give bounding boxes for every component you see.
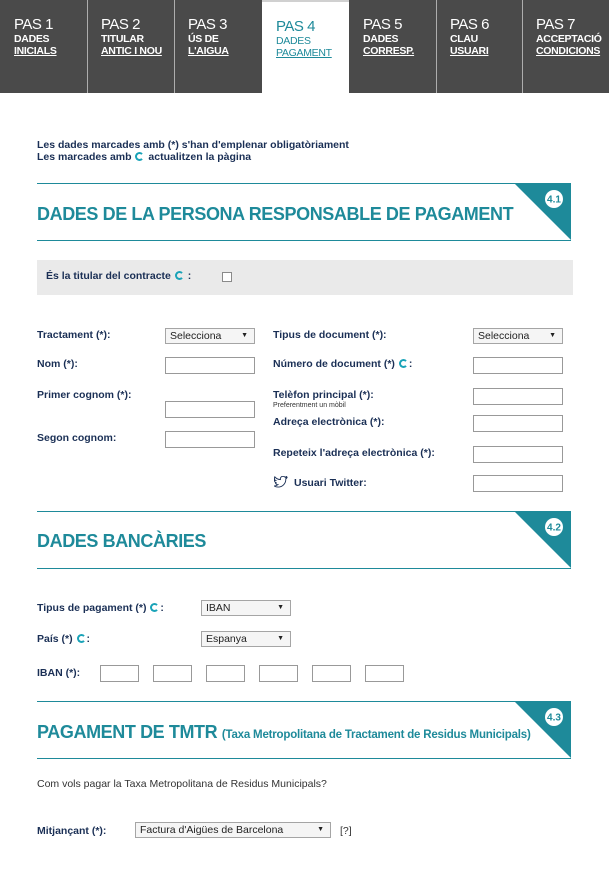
step-number: PAS 2 xyxy=(101,16,140,33)
chevron-down-icon: ▼ xyxy=(549,332,556,339)
section-title xyxy=(37,722,531,743)
titular-label xyxy=(46,270,191,282)
iban-input-2[interactable] xyxy=(153,665,192,682)
section-header-bank xyxy=(37,511,571,569)
chevron-down-icon: ▼ xyxy=(241,332,248,339)
chevron-down-icon: ▼ xyxy=(277,604,284,611)
nom-label: Nom (*): xyxy=(37,358,78,370)
titular-checkbox[interactable] xyxy=(222,272,232,282)
telefon-label: Telèfon principal (*): xyxy=(273,389,374,401)
step-number: PAS 7 xyxy=(536,16,575,33)
step-number: PAS 1 xyxy=(14,16,53,33)
pais-label-text: País (*) xyxy=(37,633,73,645)
step-label-2: L'AIGUA xyxy=(188,45,229,57)
note-line-2 xyxy=(37,151,349,163)
email-input[interactable] xyxy=(473,415,563,432)
step-divider xyxy=(87,0,88,93)
tractament-select[interactable] xyxy=(165,328,255,344)
step-number: PAS 4 xyxy=(276,18,315,35)
section-title: DADES BANCÀRIES xyxy=(37,531,207,551)
numero-document-label-text: Número de document (*) xyxy=(273,358,395,370)
step-divider xyxy=(436,0,437,93)
section-divider xyxy=(37,701,521,702)
step-5[interactable] xyxy=(349,0,436,93)
required-fields-note xyxy=(37,139,349,163)
help-link[interactable]: [?] xyxy=(340,825,352,837)
iban-input-3[interactable] xyxy=(206,665,245,682)
refresh-icon xyxy=(175,271,184,280)
segon-cognom-label: Segon cognom: xyxy=(37,432,117,444)
twitter-icon xyxy=(274,476,288,488)
iban-input-1[interactable] xyxy=(100,665,139,682)
section-header-payer xyxy=(37,183,571,241)
tipus-document-value: Selecciona xyxy=(478,330,530,342)
section-title: DADES DE LA PERSONA RESPONSABLE DE PAGAMENT xyxy=(37,204,514,224)
tipus-pagament-value: IBAN xyxy=(206,602,231,614)
primer-cognom-input[interactable] xyxy=(165,401,255,418)
badge-number: 4.2 xyxy=(547,522,561,534)
note-line-1: Les dades marcades amb (*) s'han d'emplenar obligatòriament xyxy=(37,139,349,151)
step-label-2: USUARI xyxy=(450,45,489,57)
telefon-hint: Preferentment un mòbil xyxy=(273,402,346,409)
step-7[interactable] xyxy=(522,0,609,93)
step-4-active[interactable] xyxy=(262,0,349,93)
titular-label-text: És la titular del contracte xyxy=(46,270,171,282)
step-label-1: DADES xyxy=(14,33,50,45)
email-repeat-input[interactable] xyxy=(473,446,563,463)
pais-value: Espanya xyxy=(206,633,247,645)
pais-select[interactable] xyxy=(201,631,291,647)
section-number-badge xyxy=(514,511,571,568)
step-divider xyxy=(522,0,523,93)
tipus-document-select[interactable] xyxy=(473,328,563,344)
step-label-1: TITULAR xyxy=(101,33,144,45)
tipus-pagament-suffix: : xyxy=(160,602,164,614)
section-number-badge xyxy=(514,701,571,758)
step-label-2: CONDICIONS xyxy=(536,45,601,57)
iban-label: IBAN (*): xyxy=(37,667,81,679)
step-label-1: ACCEPTACIÓ xyxy=(536,33,602,45)
titular-label-suffix: : xyxy=(187,270,192,282)
tipus-document-label: Tipus de document (*): xyxy=(273,329,387,341)
section-divider xyxy=(37,511,521,512)
step-2[interactable] xyxy=(87,0,174,93)
section-divider xyxy=(37,183,521,184)
step-number: PAS 5 xyxy=(363,16,402,33)
segon-cognom-input[interactable] xyxy=(165,431,255,448)
twitter-label: Usuari Twitter: xyxy=(294,477,367,489)
step-label-2: CORRESP. xyxy=(363,45,415,57)
section-title-sub: (Taxa Metropolitana de Tractament de Residus Municipals) xyxy=(221,729,531,741)
section-number-badge xyxy=(514,183,571,240)
telefon-input[interactable] xyxy=(473,388,563,405)
section-divider xyxy=(37,240,571,241)
step-label-2: INICIALS xyxy=(14,45,57,57)
note-line-2-pre: Les marcades amb xyxy=(37,151,132,163)
tipus-pagament-label-text: Tipus de pagament (*) xyxy=(37,602,147,614)
step-1[interactable] xyxy=(0,0,87,93)
step-3[interactable] xyxy=(174,0,262,93)
section-title-main: PAGAMENT DE TMTR xyxy=(37,722,218,742)
step-number: PAS 6 xyxy=(450,16,489,33)
section-divider xyxy=(37,758,571,759)
pais-suffix: : xyxy=(86,633,91,645)
refresh-icon xyxy=(77,634,86,643)
email-label: Adreça electrònica (*): xyxy=(273,416,385,428)
tractament-label: Tractament (*): xyxy=(37,329,111,341)
step-label-1: DADES xyxy=(276,35,311,47)
section-header-tmtr xyxy=(37,701,571,759)
step-label-2: PAGAMENT xyxy=(276,47,332,59)
step-number: PAS 3 xyxy=(188,16,227,33)
step-6[interactable] xyxy=(436,0,522,93)
step-divider xyxy=(174,0,175,93)
numero-document-suffix: : xyxy=(408,358,413,370)
step-label-2: ANTIC I NOU xyxy=(101,45,162,57)
chevron-down-icon: ▼ xyxy=(277,635,284,642)
badge-number: 4.1 xyxy=(547,194,561,206)
step-label-1: DADES xyxy=(363,33,399,45)
pais-label xyxy=(37,633,90,645)
badge-number: 4.3 xyxy=(547,712,561,724)
iban-input-6[interactable] xyxy=(365,665,404,682)
tractament-value: Selecciona xyxy=(170,330,222,342)
tmtr-question: Com vols pagar la Taxa Metropolitana de Residus Municipals? xyxy=(37,778,327,790)
step-label-1: CLAU xyxy=(450,33,478,45)
mitjancant-select[interactable] xyxy=(135,822,331,838)
refresh-icon xyxy=(135,152,144,161)
nom-input[interactable] xyxy=(165,357,255,374)
numero-document-label xyxy=(273,358,412,370)
section-divider xyxy=(37,568,571,569)
refresh-icon xyxy=(399,359,408,368)
mitjancant-value: Factura d'Aigües de Barcelona xyxy=(140,824,284,836)
step-label-1: ÚS DE xyxy=(188,33,219,45)
tipus-pagament-select[interactable] xyxy=(201,600,291,616)
iban-input-5[interactable] xyxy=(312,665,351,682)
refresh-icon xyxy=(150,603,159,612)
mitjancant-label: Mitjançant (*): xyxy=(37,825,107,837)
note-line-2-post: actualitzen la pàgina xyxy=(148,151,252,163)
numero-document-input[interactable] xyxy=(473,357,563,374)
steps-bar xyxy=(0,0,609,93)
primer-cognom-label: Primer cognom (*): xyxy=(37,389,132,401)
twitter-input[interactable] xyxy=(473,475,563,492)
tipus-pagament-label xyxy=(37,602,164,614)
email-repeat-label: Repeteix l'adreça electrònica (*): xyxy=(273,447,435,459)
iban-input-4[interactable] xyxy=(259,665,298,682)
chevron-down-icon: ▼ xyxy=(317,826,324,833)
